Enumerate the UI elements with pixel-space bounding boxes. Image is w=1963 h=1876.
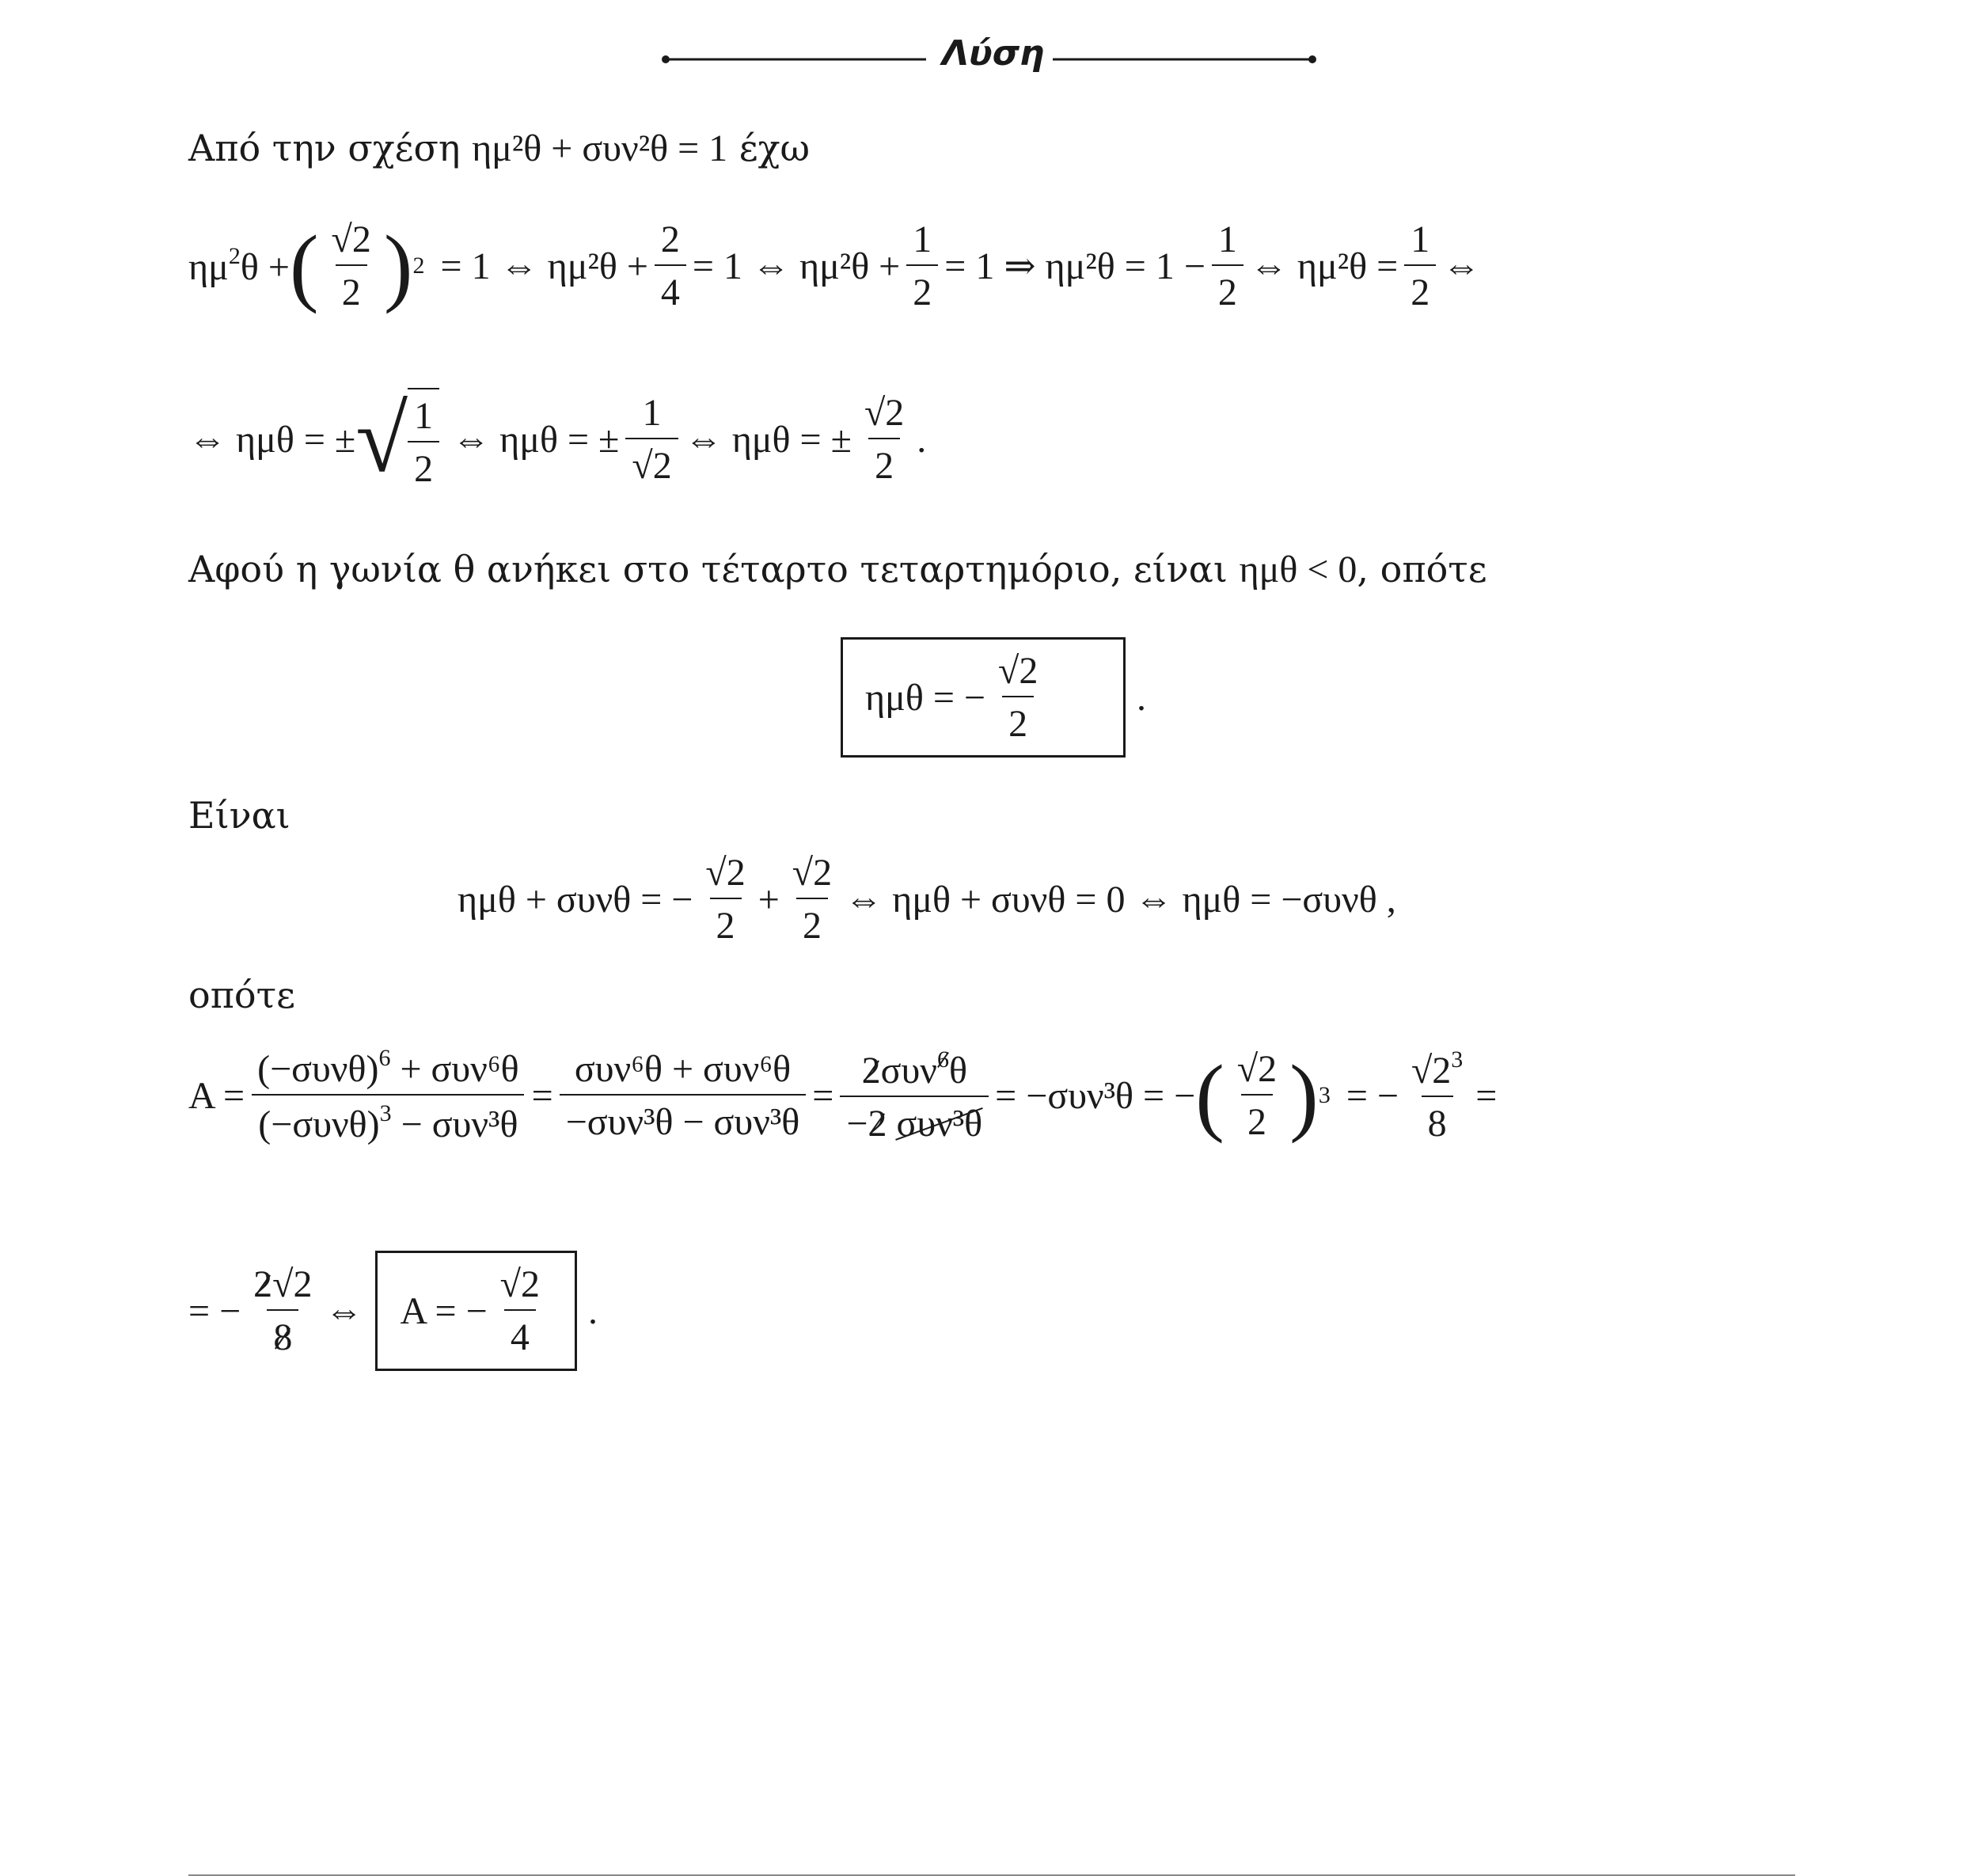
cancelled-fraction: $\frac{2√2}{8}$ [253, 1263, 313, 1358]
eq2-b: ⇔ ημθ = ± [452, 418, 620, 461]
right-paren: ) [1289, 1047, 1319, 1144]
equation-1 [188, 218, 1480, 314]
fraction: $\frac{1}{√2}$ [625, 391, 678, 488]
eq1-step3: = 1 ⇒ ημ²θ = 1 − [944, 245, 1206, 287]
equation-2 [188, 388, 926, 491]
quadrant-line [188, 548, 1487, 591]
eq4-mid: = −συν³θ = − [995, 1074, 1196, 1117]
equation-5 [188, 1251, 598, 1371]
boxed-lhs: ημθ = − [865, 676, 985, 719]
equation-4 [188, 1045, 1497, 1146]
eq4-eq2: = − [1346, 1074, 1399, 1117]
identity: ημ²θ + συν²θ = 1 [472, 127, 728, 169]
opote-label: οπότε [188, 974, 295, 1016]
fraction: $\frac{√2}{2}$ [864, 392, 905, 487]
eq1-step4: ⇔ ημ²θ = [1249, 245, 1399, 287]
intro-line [188, 127, 810, 170]
quadrant-suffix: , οπότε [1357, 548, 1487, 591]
eq4-lhs: Α = [188, 1074, 245, 1117]
intro-suffix: έχω [738, 127, 810, 169]
cancelled-digit: 2 [861, 1049, 881, 1092]
eq4-tail: = [1475, 1074, 1498, 1117]
quadrant-text: Αφού η γωνία θ ανήκει στο τέταρτο τεταρτημόριο, είναι [188, 548, 1228, 591]
eq1-lhs: $\eta\mu^2\theta$ + [188, 243, 290, 288]
fraction: $\frac{(-\sigma\upsilon\nu\theta)^6 + \sigma\upsilon\nu^6\theta}{(-\sigma\upsilon\nu\theta)^3 - \sigma\upsilon\nu^3\theta}$ [251, 1045, 526, 1146]
eq2-end: . [917, 418, 927, 461]
eq1-step2: = 1 ⇔ ημ²θ + [692, 245, 901, 287]
right-paren: ) [383, 218, 413, 314]
exponent: 2 [412, 253, 425, 279]
fraction: $\frac{√2}{2}$ [331, 218, 371, 313]
cancelled-fraction: $\frac{2\sigma\upsilon\nu^6\theta}{\text{−2 συν³θ}}$ [840, 1046, 989, 1145]
exponent: 3 [1318, 1082, 1331, 1108]
fraction: $\frac{1}{2}$ [1212, 218, 1243, 314]
cancelled-exponent: 6 [936, 1046, 949, 1073]
equals: = [812, 1074, 834, 1117]
fraction: $\frac{2}{4}$ [655, 218, 686, 314]
cancelled-digit: 2 [253, 1263, 273, 1305]
eq5-iff: ⇔ [325, 1289, 363, 1332]
equation-3 [458, 851, 1396, 947]
boxed-result-1 [841, 637, 1146, 758]
eq5-a: = − [188, 1289, 241, 1332]
intro-text: Από την σχέση [188, 127, 461, 169]
fraction: $\frac{1}{2}$ [1404, 218, 1436, 314]
fraction: $\frac{1}{2}$ [906, 218, 938, 314]
fraction: $\frac{√2}{4}$ [499, 1263, 540, 1358]
eq5-end: . [587, 1289, 598, 1332]
eq2-c: ⇔ ημθ = ± [684, 418, 852, 461]
eq1-tail: ⇔ [1442, 245, 1481, 287]
sign-condition: ημθ < 0 [1239, 549, 1357, 591]
section-title: Λύση [942, 33, 1045, 74]
cancelled-digit: 2 [868, 1102, 887, 1145]
cancelled-term: συν³θ [896, 1102, 983, 1145]
left-paren: ( [1195, 1047, 1225, 1144]
boxed-end: . [1137, 676, 1146, 719]
fraction: $\frac{√2^3}{8}$ [1411, 1046, 1464, 1145]
final-answer-box [375, 1251, 577, 1371]
equals: = [531, 1074, 553, 1117]
einai-label: Είναι [188, 794, 290, 837]
cancelled-digit: 8 [273, 1316, 293, 1358]
eq2-a: ⇔ ημθ = ± [188, 418, 356, 461]
left-paren: ( [289, 218, 319, 314]
eq3-a: ημθ + συνθ = − [458, 878, 693, 921]
fraction: $\frac{√2}{2}$ [792, 852, 833, 947]
eq1-step1: = 1 ⇔ ημ²θ + [440, 245, 648, 287]
eq3-plus: + [757, 878, 780, 921]
square-root: √ $\frac{1}{2}$ [355, 388, 439, 491]
fraction: $\frac{√2}{2}$ [705, 852, 746, 947]
fraction: $\frac{√2}{2}$ [1236, 1048, 1278, 1143]
fraction: $\frac{√2}{2}$ [997, 650, 1038, 745]
fraction: $\frac{\text{συν⁶θ + συν⁶θ}}{\text{−συν³θ − συν³θ}}$ [560, 1047, 807, 1144]
eq3-b: ⇔ ημθ + συνθ = 0 ⇔ ημθ = −συνθ , [845, 878, 1396, 921]
final-lhs: Α = − [400, 1289, 488, 1332]
